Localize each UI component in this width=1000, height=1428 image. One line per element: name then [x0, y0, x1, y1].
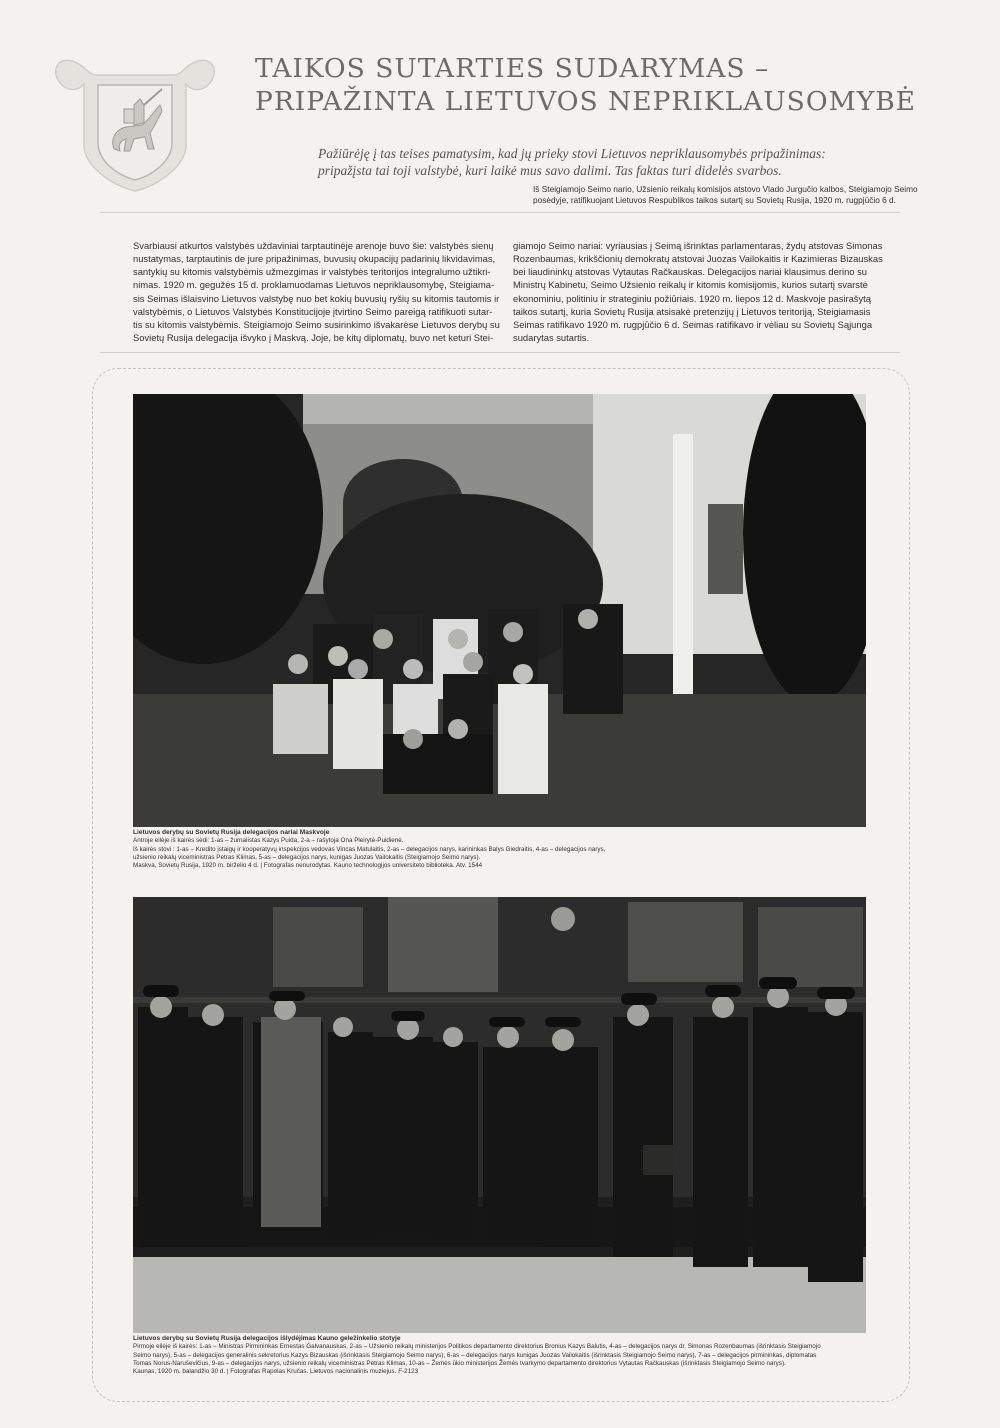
body-line: santykių su kitomis valstybėmis užmezgimas ir valstybės teritorijos integralumo užtikri- — [133, 266, 491, 278]
divider-top — [100, 212, 900, 213]
body-line: Rozenbaumas, krikščionių demokratų atstovai Juozas Vailokaitis ir Kazimieras Bizauskas — [513, 253, 883, 265]
caption-line: Maskva, Sovietų Rusija, 1920 m. birželio 4 d. | Fotografas nenurodytas. Kauno technologijos universiteto biblioteka. Atv. 1544 — [133, 862, 483, 870]
body-column-left — [133, 239, 500, 344]
body-line: tis su kitomis valstybėmis. Steigiamojo Seimo susirinkimo išvakarėse Lietuvos derybų su — [133, 318, 500, 330]
quote-line-2: pripažįsta tai toji valstybė, kuri laikė mus savo dalimi. Tas faktas turi didelės svarbos. — [318, 163, 782, 178]
body-line: sis Seimas išlaisvino Lietuvos valstybę nuo bet kokių buvusių ryšių su kitomis tautomis ir — [133, 292, 500, 304]
body-line: sudarytas sutartis. — [513, 332, 590, 344]
body-line: ekonominiu, politiniu ir strateginiu požiūriais. 1920 m. liepos 12 d. Maskvoje pasirašytą — [513, 292, 871, 304]
body-line: bei liaudininkų atstovas Vytautas Račkauskas. Delegacijos nariai klausimus derino su — [513, 266, 868, 278]
body-line: Svarbiausi atkurtos valstybės uždaviniai tarptautinėje arenoje buvo šie: valstybės sienų — [133, 240, 494, 251]
body-column-right — [513, 239, 883, 344]
body-line: Sovietų Rusija delegacija išvyko į Maskvą. Joje, be kitų diplomatų, buvo net keturi Stei- — [133, 332, 494, 344]
body-line: nimas. 1920 m. gegužės 15 d. proklamuodamas Lietuvos nepriklausomybę, Steigiama- — [133, 279, 495, 291]
page-title — [255, 52, 975, 118]
photo-delegation-moscow — [133, 394, 866, 827]
quote-source-line-1: Iš Steigiamojo Seimo nario, Užsienio reikalų komisijos atstovo Vlado Jurgučio kalbos, Steigiamojo Seimo — [533, 184, 918, 194]
caption-line: Tomas Norus-Naruševičius, 9-as – delegacijos narys, užsienio reikalų viceministras Petras Klimas, 10-as – Žemės ūkio ministerijos Žemės tvarkymo departamento direktorius Vytautas Račkauskas (išrinktasis Steigiamojo Seimo narys). — [133, 1359, 786, 1367]
quote-source-line-2: posėdyje, ratifikuojant Lietuvos Respublikos taikos sutartį su Sovietų Rusija, 1920 m. rugpjūčio 6 d. — [533, 195, 896, 205]
caption-title: Lietuvos derybų su Sovietų Rusija delegacijos išlydėjimas Kauno geležinkelio stotyje — [133, 1335, 401, 1342]
photo-delegation-kaunas-station — [133, 897, 866, 1333]
photo-caption-1 — [133, 829, 873, 870]
body-line: Ministrų Kabinetu, Seimo Užsienio reikalų ir kitomis komisijomis, kurios sutartį svarstė — [513, 279, 868, 291]
caption-line: užsienio reikalų viceministras Petras Klimas, 5-as – delegacijos narys, kunigas Juozas Vailokaitis (Steigiamojo Seimo narys). — [133, 853, 481, 861]
body-line: valstybėmis, o Lietuvos Valstybės Konstitucijoje įtvirtino Seimo pareigą ratifikuoti sutar- — [133, 305, 493, 317]
caption-line: Kaunas, 1920 m. balandžio 30 d. | Fotografas Rapolas Kručas. Lietuvos nacionalinis muziejus. F-2123 — [133, 1368, 419, 1376]
caption-line: Seimo narys), 5-as – delegacijos generalinis sekretorius Kazys Bizauskas (išrinktasis Steigiamojo Seimo narys), 6-as – delegacijos narys kunigas Juozas Vailokaitis (išrinktasis Steigiamojo Seimo narys), 7-as – delegacijos pirmininkas, diplomatas — [133, 1351, 817, 1359]
body-line: taikos sutartį, kuria Sovietų Rusija atsisakė pretenzijų į Lietuvos teritoriją, Steigiamasis — [513, 305, 871, 317]
title-line-2: PRIPAŽINTA LIETUVOS NEPRIKLAUSOMYBĖ — [255, 86, 917, 117]
body-line: Seimas ratifikavo 1920 m. rugpjūčio 6 d. Seimas ratifikavo ir vėliau su Sovietų Sąjunga — [513, 318, 873, 330]
body-line: giamojo Seimo nariai: vyriausias į Seimą išrinktas parlamentaras, žydų atstovas Simonas — [513, 240, 883, 251]
epigraph-quote — [318, 145, 958, 179]
photo-caption-2 — [133, 1335, 873, 1376]
caption-line: Pirmoje eilėje iš kairės: 1-as – Ministras Pirmininkas Ernestas Galvanauskas, 2-as – Užsienio reikalų ministerijos Politikos departamento direktorius Bronius Kazys Balutis, 4-as – delegacijos narys dr. Simonas Rozenbaumas (išrinktasis Steigiamojo — [133, 1343, 821, 1351]
coat-of-arms-emblem — [50, 45, 220, 195]
title-line-1: TAIKOS SUTARTIES SUDARYMAS – — [255, 53, 770, 84]
body-line: nustatymas, tarptautinis de jure pripažinimas, buvusių okupacijų padarinių likvidavimas, — [133, 253, 496, 265]
quote-source — [533, 184, 973, 206]
divider-middle — [100, 352, 900, 353]
caption-line: Antroje eilėje iš kairės sėdi: 1-as – žurnalistas Kazys Puida, 2-a – rašytoja Ona Pleirytė-Puidienė. — [133, 837, 404, 845]
caption-title: Lietuvos derybų su Sovietų Rusija delegacijos nariai Maskvoje — [133, 829, 330, 836]
quote-line-1: Pažiūrėję į tas teises pamatysim, kad jų prieky stovi Lietuvos nepriklausomybės pripažinimas: — [318, 146, 826, 161]
caption-line: Iš kairės stovi : 1-as – Kredito įstaigų ir kooperatyvų inspekcijos vedovas Vincas Matulaitis, 2-as – delegacijos narys, karininkas Balys Giedraitis, 4-as – delegacijos narys, — [133, 845, 606, 853]
